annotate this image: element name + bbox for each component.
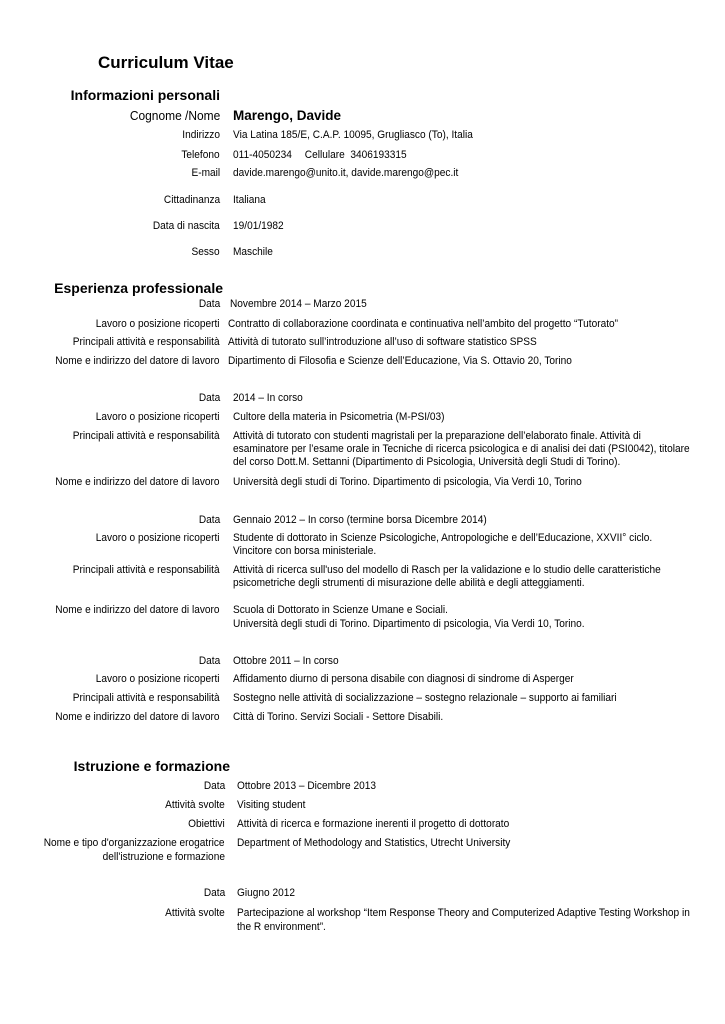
section-heading-experience: Esperienza professionale (54, 280, 223, 296)
exp2-role: Cultore della materia in Psicometria (M-PSI/03) (233, 411, 445, 423)
exp3-activities-line2: psicometriche degli strumenti di misurazione delle abilità e degli atteggiamenti. (233, 577, 585, 589)
exp3-activities-label: Principali attività e responsabilità (73, 564, 220, 576)
phone-label: Telefono (181, 149, 220, 161)
phone-value: 011-4050234 (233, 149, 292, 161)
exp3-date-label: Data (198, 514, 220, 526)
exp4-date-label: Data (198, 655, 220, 667)
exp1-employer-label: Nome e indirizzo del datore di lavoro (55, 355, 220, 367)
exp2-activities-label: Principali attività e responsabilità (73, 430, 220, 442)
exp1-activities: Attività di tutorato sull’introduzione all’uso di software statistico SPSS (228, 336, 537, 348)
exp1-activities-label: Principali attività e responsabilità (73, 336, 220, 348)
exp4-role-label: Lavoro o posizione ricoperti (96, 673, 220, 685)
exp2-employer-label: Nome e indirizzo del datore di lavoro (55, 476, 220, 488)
exp1-date: Novembre 2014 – Marzo 2015 (230, 298, 367, 310)
edu2-activities-line2: the R environment”. (237, 921, 326, 933)
exp3-date: Gennaio 2012 – In corso (termine borsa Dicembre 2014) (233, 514, 487, 526)
sex-value: Maschile (233, 246, 273, 258)
exp2-date: 2014 – In corso (233, 392, 303, 404)
phone-row (233, 149, 407, 161)
email-value: davide.marengo@unito.it, davide.marengo@pec.it (233, 167, 459, 179)
edu1-org: Department of Methodology and Statistics, Utrecht University (237, 837, 511, 849)
edu1-objectives-label: Obiettivi (188, 818, 225, 830)
citizenship-value: Italiana (233, 194, 266, 206)
exp4-activities-label: Principali attività e responsabilità (73, 692, 220, 704)
birth-label: Data di nascita (153, 220, 220, 232)
edu2-date: Giugno 2012 (237, 887, 295, 899)
exp2-activities-line1: Attività di tutorato con studenti magristali per la preparazione dell’elaborato finale. Attività di (233, 430, 641, 442)
exp3-employer-line2: Università degli studi di Torino. Dipartimento di psicologia, Via Verdi 10, Torino. (233, 618, 585, 630)
edu1-activities: Visiting student (237, 799, 306, 811)
page-title: Curriculum Vitae (98, 53, 234, 72)
exp4-activities: Sostegno nelle attività di socializzazione – sostegno relazionale – supporto ai familiari (233, 692, 617, 704)
mobile-value: 3406193315 (350, 149, 407, 161)
edu1-activities-label: Attività svolte (165, 799, 225, 811)
edu2-date-label: Data (203, 887, 225, 899)
edu2-activities-line1: Partecipazione al workshop “Item Response Theory and Computerized Adaptive Testing Workshop in (237, 907, 690, 919)
address-value: Via Latina 185/E, C.A.P. 10095, Grugliasco (To), Italia (233, 129, 473, 141)
edu1-org-label-line1: Nome e tipo d'organizzazione erogatrice (44, 837, 225, 849)
exp3-employer-line1: Scuola di Dottorato in Scienze Umane e Sociali. (233, 604, 448, 616)
email-label: E-mail (191, 167, 220, 179)
exp4-role: Affidamento diurno di persona disabile con diagnosi di sindrome di Asperger (233, 673, 574, 685)
address-label: Indirizzo (182, 129, 220, 141)
edu1-date: Ottobre 2013 – Dicembre 2013 (237, 780, 376, 792)
exp2-activities-line2: esaminatore per l’esame orale in Tecniche di ricerca psicologica e di analisi dei dati (PSI0042), titolare (233, 443, 690, 455)
exp3-activities-line1: Attività di ricerca sull'uso del modello di Rasch per la validazione e lo studio delle caratteristiche (233, 564, 661, 576)
edu2-activities-label: Attività svolte (165, 907, 225, 919)
citizenship-label: Cittadinanza (163, 194, 220, 206)
edu1-date-label: Data (203, 780, 225, 792)
exp1-employer: Dipartimento di Filosofia e Scienze dell’Educazione, Via S. Ottavio 20, Torino (228, 355, 572, 367)
exp3-role-line2: Vincitore con borsa ministeriale. (233, 545, 377, 557)
exp3-role-label: Lavoro o posizione ricoperti (96, 532, 220, 544)
exp1-role-label: Lavoro o posizione ricoperti (96, 318, 220, 330)
exp2-date-label: Data (198, 392, 220, 404)
sex-label: Sesso (191, 246, 220, 258)
section-heading-personal: Informazioni personali (70, 87, 220, 103)
name-value: Marengo, Davide (233, 108, 342, 123)
exp1-role: Contratto di collaborazione coordinata e continuativa nell’ambito del progetto “Tutorato” (228, 318, 619, 330)
name-label: Cognome /Nome (129, 108, 220, 123)
exp4-date: Ottobre 2011 – In corso (233, 655, 339, 667)
exp3-employer-label: Nome e indirizzo del datore di lavoro (55, 604, 220, 616)
exp2-employer: Università degli studi di Torino. Dipartimento di psicologia, Via Verdi 10, Torino (233, 476, 582, 488)
exp2-role-label: Lavoro o posizione ricoperti (96, 411, 220, 423)
birth-value: 19/01/1982 (233, 220, 284, 232)
exp4-employer: Città di Torino. Servizi Sociali - Settore Disabili. (233, 711, 444, 723)
exp4-employer-label: Nome e indirizzo del datore di lavoro (55, 711, 220, 723)
exp2-activities-line3: del corso Dott.M. Settanni (Dipartimento di Psicologia, Università degli Studi di Torino). (233, 456, 621, 468)
exp3-role-line1: Studente di dottorato in Scienze Psicologiche, Antropologiche e dell’Educazione, XXVII° ciclo. (233, 532, 653, 544)
edu1-objectives: Attività di ricerca e formazione inerenti il progetto di dottorato (237, 818, 510, 830)
edu1-org-label-line2: dell'istruzione e formazione (102, 851, 225, 863)
section-heading-education: Istruzione e formazione (73, 758, 230, 774)
exp1-date-label: Data (198, 298, 220, 310)
mobile-label: Cellulare (304, 149, 345, 161)
